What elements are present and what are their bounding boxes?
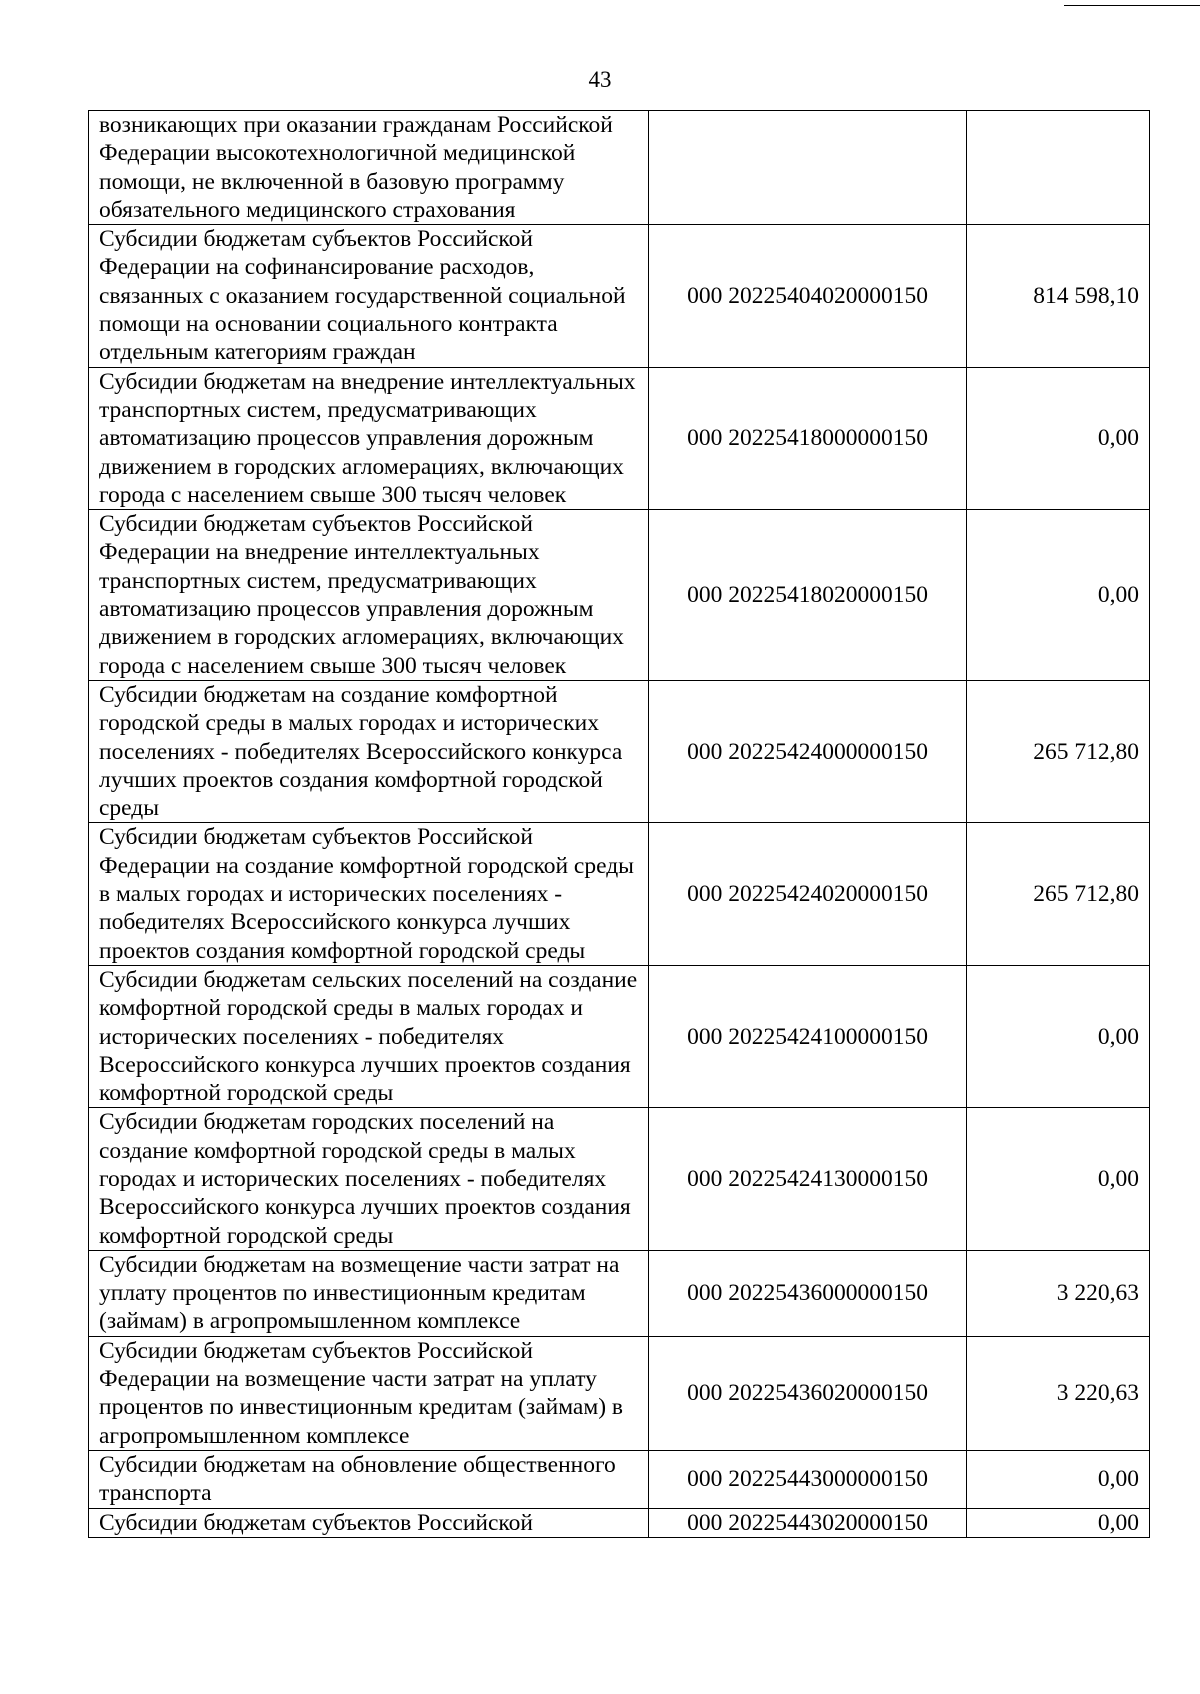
table-row <box>89 367 1150 509</box>
row-amount-cell: 3 220,63 <box>967 1250 1150 1336</box>
table-row <box>89 510 1150 681</box>
row-name-cell: Субсидии бюджетам субъектов Российской Федерации на возмещение части затрат на уплату процентов по инвестиционным кредитам (займам) в агропромышленном комплексе <box>89 1336 649 1450</box>
table-row <box>89 965 1150 1107</box>
row-code-cell: 000 20225436000000150 <box>649 1250 967 1336</box>
budget-table-body <box>89 111 1150 1538</box>
row-name-cell: Субсидии бюджетам на внедрение интеллектуальных транспортных систем, предусматривающих автоматизацию процессов управления дорожным движением в городских агломерациях, включающих города с населением свыше 300 тысяч человек <box>89 367 649 509</box>
table-row <box>89 823 1150 965</box>
row-code-cell: 000 20225404020000150 <box>649 225 967 367</box>
budget-table <box>88 110 1150 1538</box>
row-name-cell: Субсидии бюджетам на обновление общественного транспорта <box>89 1450 649 1508</box>
row-amount-cell: 0,00 <box>967 965 1150 1107</box>
table-row <box>89 111 1150 225</box>
row-amount-cell: 3 220,63 <box>967 1336 1150 1450</box>
row-code-cell: 000 20225424000000150 <box>649 680 967 822</box>
row-amount-cell: 0,00 <box>967 367 1150 509</box>
row-amount-cell: 0,00 <box>967 1508 1150 1537</box>
row-code-cell: 000 20225424130000150 <box>649 1108 967 1250</box>
table-row <box>89 225 1150 367</box>
row-name-cell: Субсидии бюджетам городских поселений на создание комфортной городской среды в малых городах и исторических поселениях - победителях Всероссийского конкурса лучших проектов создания комфортной городской среды <box>89 1108 649 1250</box>
row-name-cell: возникающих при оказании гражданам Российской Федерации высокотехнологичной медицинской помощи, не включенной в базовую программу обязательного медицинского страхования <box>89 111 649 225</box>
row-code-cell: 000 20225424100000150 <box>649 965 967 1107</box>
table-row <box>89 1450 1150 1508</box>
row-code-cell: 000 20225436020000150 <box>649 1336 967 1450</box>
row-amount-cell: 0,00 <box>967 510 1150 681</box>
row-amount-cell: 0,00 <box>967 1450 1150 1508</box>
row-amount-cell: 265 712,80 <box>967 680 1150 822</box>
table-row <box>89 1250 1150 1336</box>
row-name-cell: Субсидии бюджетам на создание комфортной городской среды в малых городах и исторических поселениях - победителях Всероссийского конкурса лучших проектов создания комфортной городской среды <box>89 680 649 822</box>
table-row <box>89 680 1150 822</box>
row-name-cell: Субсидии бюджетам субъектов Российской Федерации на внедрение интеллектуальных транспортных систем, предусматривающих автоматизацию процессов управления дорожным движением в городских агломерациях, включающих города с населением свыше 300 тысяч человек <box>89 510 649 681</box>
row-code-cell: 000 20225443000000150 <box>649 1450 967 1508</box>
row-name-cell: Субсидии бюджетам на возмещение части затрат на уплату процентов по инвестиционным кредитам (займам) в агропромышленном комплексе <box>89 1250 649 1336</box>
row-name-cell: Субсидии бюджетам субъектов Российской <box>89 1508 649 1537</box>
row-code-cell: 000 20225418000000150 <box>649 367 967 509</box>
row-amount-cell: 265 712,80 <box>967 823 1150 965</box>
table-row <box>89 1508 1150 1537</box>
row-code-cell: 000 20225418020000150 <box>649 510 967 681</box>
row-amount-cell: 814 598,10 <box>967 225 1150 367</box>
corner-rule <box>1064 5 1200 6</box>
row-name-cell: Субсидии бюджетам субъектов Российской Федерации на создание комфортной городской среды в малых городах и исторических поселениях - победителях Всероссийского конкурса лучших проектов создания комфортной городской среды <box>89 823 649 965</box>
row-code-cell <box>649 111 967 225</box>
page-number: 43 <box>588 67 612 92</box>
row-code-cell: 000 20225424020000150 <box>649 823 967 965</box>
table-row <box>89 1108 1150 1250</box>
row-name-cell: Субсидии бюджетам субъектов Российской Федерации на софинансирование расходов, связанных с оказанием государственной социальной помощи на основании социального контракта отдельным категориям граждан <box>89 225 649 367</box>
row-amount-cell: 0,00 <box>967 1108 1150 1250</box>
table-row <box>89 1336 1150 1450</box>
row-amount-cell <box>967 111 1150 225</box>
row-code-cell: 000 20225443020000150 <box>649 1508 967 1537</box>
row-name-cell: Субсидии бюджетам сельских поселений на создание комфортной городской среды в малых городах и исторических поселениях - победителях Всероссийского конкурса лучших проектов создания комфортной городской среды <box>89 965 649 1107</box>
